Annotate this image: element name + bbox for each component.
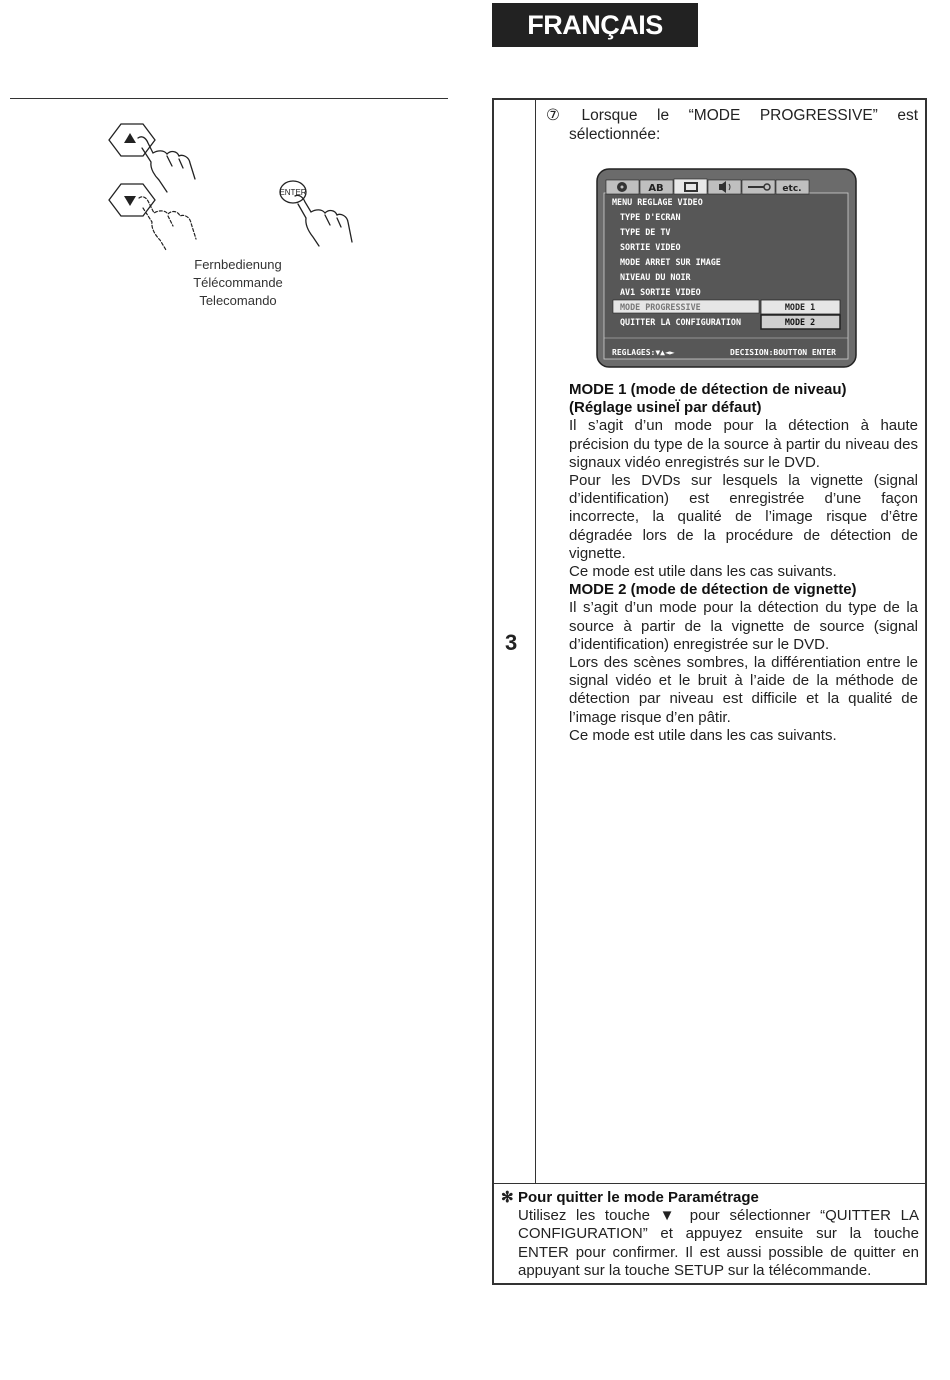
osd-footer-adjust: REGLAGES:▼▲◄► <box>612 348 675 357</box>
osd-option-mode1: MODE 1 <box>784 302 816 312</box>
step-intro-line2: sélectionnée: <box>569 126 661 143</box>
osd-item-video-out: SORTIE VIDEO <box>620 242 681 252</box>
mode2-paragraph-1: Il s’agit d’un mode pour la détection du type de la source à partir de la vignette de source (signal d’identification) enregistrée sur le DVD. <box>569 599 918 653</box>
mode2-paragraph-2: Lors des scènes sombres, la différentiation entre le signal vidéo et le bruit à l’aide de la méthode de détection par niveau est difficile et la qualité de l’image risque d’en pâtir. <box>569 654 918 726</box>
note-title: Pour quitter le mode Paramétrage <box>518 1189 759 1206</box>
remote-label-de: Fernbedienung <box>194 257 282 272</box>
dashed-hand-icon <box>139 197 196 250</box>
step-column-divider <box>535 100 536 1183</box>
enter-hand-icon <box>295 195 352 246</box>
step-intro <box>546 106 918 144</box>
mode1-paragraph-2: Pour les DVDs sur lesquels la vignette (signal d’identification) est enregistrée d’une façon incorrecte, la qualité de l’image risque d’être dégradée lors de la procédure de détection de vignette. <box>569 472 918 562</box>
remote-hands-illustration <box>95 112 365 252</box>
remote-label-it: Telecomando <box>199 293 277 308</box>
mode1-paragraph-3: Ce mode est utile dans les cas suivants. <box>569 563 837 581</box>
video-icon <box>684 182 698 192</box>
pressing-hand-icon <box>138 137 195 192</box>
remote-control-labels <box>168 256 308 310</box>
osd-item-progressive-mode: MODE PROGRESSIVE <box>620 302 701 312</box>
osd-item-screen-type: TYPE D'ECRAN <box>620 212 681 222</box>
exit-setup-note <box>501 1189 919 1280</box>
enter-button-icon <box>279 181 306 203</box>
note-asterisk-icon: ✻ <box>501 1189 514 1206</box>
enter-key-label: ENTER <box>279 188 307 197</box>
osd-menu-screen <box>596 168 858 369</box>
mode2-paragraph-3: Ce mode est utile dans les cas suivants. <box>569 726 837 744</box>
disc-icon <box>617 182 627 192</box>
mode-descriptions <box>569 381 918 745</box>
up-button-icon <box>109 124 155 156</box>
step-marker: ⑦ <box>546 107 560 124</box>
osd-item-tv-type: TYPE DE TV <box>620 227 671 237</box>
step-intro-line1: Lorsque le “MODE PROGRESSIVE” est <box>581 107 919 124</box>
osd-title: MENU REGLAGE VIDEO <box>612 197 703 207</box>
osd-item-av1-out: AV1 SORTIE VIDEO <box>620 287 701 297</box>
osd-item-still-mode: MODE ARRET SUR IMAGE <box>620 257 721 267</box>
osd-footer-decision: DECISION:BOUTTON ENTER <box>730 348 836 357</box>
language-tab: FRANÇAIS <box>492 3 698 47</box>
osd-option-mode2: MODE 2 <box>784 317 816 327</box>
mode1-paragraph-1: Il s’agit d’un mode pour la détection à haute précision du type de la source à partir du niveau des signaux vidéo enregistrés sur le DVD. <box>569 417 918 471</box>
etc-tab-icon: etc. <box>782 184 802 194</box>
note-divider <box>494 1183 925 1184</box>
remote-label-fr: Télécommande <box>193 275 283 290</box>
left-column-rule <box>10 98 448 99</box>
mode2-heading: MODE 2 (mode de détection de vignette) <box>569 581 857 599</box>
mode1-subheading: (Réglage usineÏ par défaut) <box>569 399 762 417</box>
osd-item-black-level: NIVEAU DU NOIR <box>620 272 691 282</box>
mode1-heading: MODE 1 (mode de détection de niveau) <box>569 381 847 398</box>
osd-item-exit-setup: QUITTER LA CONFIGURATION <box>620 317 742 327</box>
note-text: Utilisez les touche ▼ pour sélectionner “QUITTER LA CONFIGURATION” et appuyez ensuite sur la touche ENTER pour confirmer. Il est aussi possible de quitter en appuyant sur la touche SETUP sur la télécommande. <box>518 1207 919 1279</box>
step-number: 3 <box>505 630 518 655</box>
language-tab-icon: AB <box>648 183 664 194</box>
